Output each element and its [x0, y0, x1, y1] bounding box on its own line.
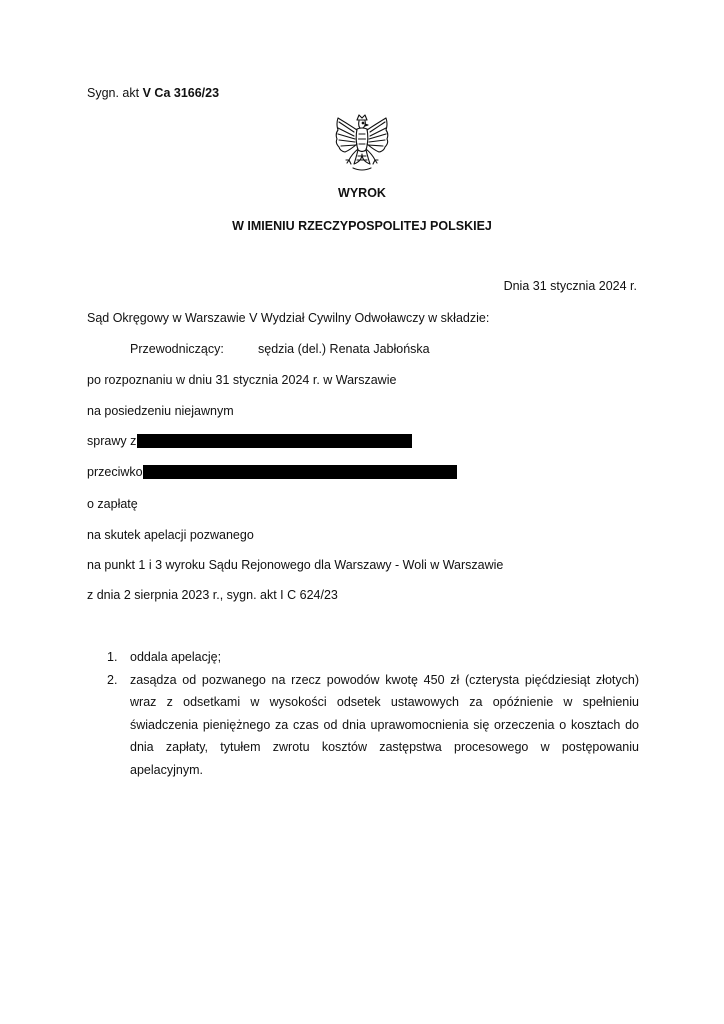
point-text: zasądza od pozwanego na rzecz powodów kwotę 450 zł (czterysta pięćdziesiąt złotych) wraz z odsetkami w wysokości odsetek ustawowych za opóźnienie w spełnieniu świadczenia pieniężnego za czas od dnia uprawomocnienia się orzeczenia o kosztach do dnia zapłaty, tytułem zwrotu kosztów zastępstwa procesowego w postępowaniu apelacyjnym.	[130, 672, 639, 777]
case-of-label: sprawy z	[87, 434, 137, 448]
hearing-line: po rozpoznaniu w dniu 31 stycznia 2024 r. w Warszawie	[87, 373, 397, 387]
point-number: 1.	[107, 650, 118, 664]
point-text: oddala apelację;	[130, 650, 222, 664]
list-item	[87, 669, 639, 782]
plaintiff-redaction	[137, 434, 412, 448]
lower-judgment-line: z dnia 2 sierpnia 2023 r., sygn. akt I C 624/23	[87, 588, 338, 602]
judgment-date: Dnia 31 stycznia 2024 r.	[503, 279, 637, 293]
scope-line: na punkt 1 i 3 wyroku Sądu Rejonowego dla Warszawy - Woli w Warszawie	[87, 558, 504, 572]
judgment-title: WYROK	[338, 186, 386, 200]
defendant-redaction	[143, 465, 457, 479]
judgment-subtitle: W IMIENIU RZECZYPOSPOLITEJ POLSKIEJ	[232, 219, 492, 233]
case-signature-number: V Ca 3166/23	[142, 86, 220, 100]
list-item	[87, 646, 639, 669]
judgment-points	[87, 646, 639, 781]
appeal-line: na skutek apelacji pozwanego	[87, 528, 254, 542]
polish-eagle-emblem-icon	[332, 112, 392, 178]
presiding-label: Przewodniczący:	[130, 342, 224, 356]
case-signature	[87, 86, 219, 100]
subject-line: o zapłatę	[87, 497, 138, 511]
point-number: 2.	[107, 672, 118, 687]
case-signature-prefix: Sygn. akt	[87, 86, 140, 100]
presiding-judge: sędzia (del.) Renata Jabłońska	[258, 342, 430, 356]
against-label: przeciwko	[87, 465, 143, 479]
session-line: na posiedzeniu niejawnym	[87, 404, 234, 418]
court-composition: Sąd Okręgowy w Warszawie V Wydział Cywilny Odwoławczy w składzie:	[87, 311, 490, 325]
